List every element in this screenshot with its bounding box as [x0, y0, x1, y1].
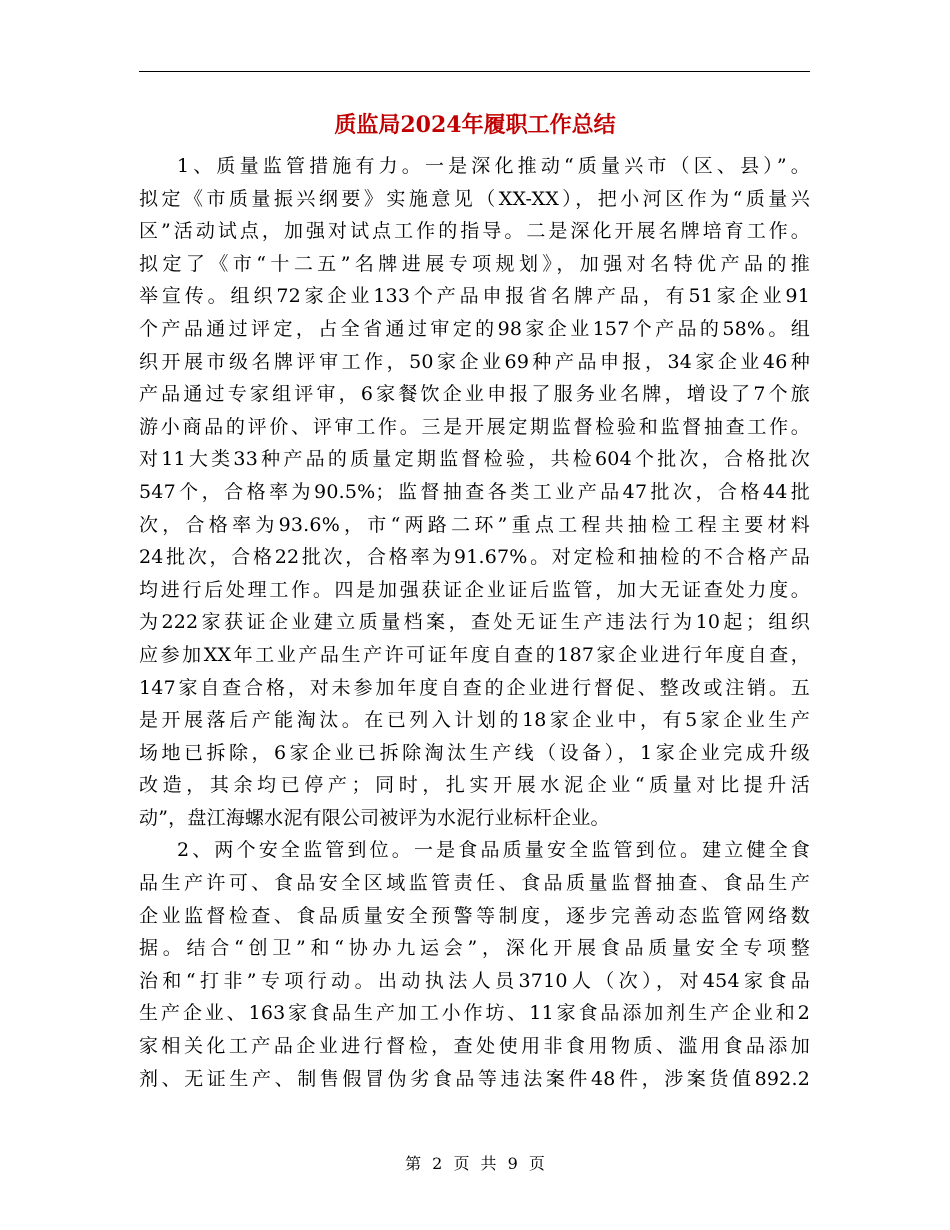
text-line: 次，合格率为93.6%，市“两路二环”重点工程共抽检工程主要材料: [139, 513, 810, 536]
text-line: 个产品通过评定，占全省通过审定的98家企业157个产品的58%。组: [139, 317, 810, 340]
text-line: 产品通过专家组评审，6家餐饮企业申报了服务业名牌，增设了7个旅: [139, 383, 810, 406]
text-line: 是开展落后产能淘汰。在已列入计划的18家企业中，有5家企业生产: [139, 709, 810, 732]
text-line: 场地已拆除，6家企业已拆除淘汰生产线（设备），1家企业完成升级: [139, 741, 810, 764]
text-line: 1、质量监管措施有力。一是深化推动“质量兴市（区、县）”。: [177, 155, 810, 177]
text-line: 拟定了《市“十二五”名牌进展专项规划》，加强对名特优产品的推: [139, 252, 810, 275]
page-number: 第 2 页 共 9 页: [405, 1154, 545, 1173]
text-line: 品生产许可、食品安全区域监管责任、食品质量监督抽查、食品生产: [139, 872, 810, 895]
text-line: 区”活动试点，加强对试点工作的指导。二是深化开展名牌培育工作。: [139, 220, 810, 243]
text-line: 动”，盘江海螺水泥有限公司被评为水泥行业标杆企业。: [139, 806, 610, 829]
text-line: 治和“打非”专项行动。出动执法人员3710人（次），对454家食品: [139, 969, 810, 992]
text-line: 147家自查合格，对未参加年度自查的企业进行督促、整改或注销。五: [139, 676, 810, 699]
text-line: 拟定《市质量振兴纲要》实施意见（XX-XX），把小河区作为“质量兴: [139, 187, 810, 210]
text-line: 均进行后处理工作。四是加强获证企业证后监管，加大无证查处力度。: [139, 578, 810, 601]
text-line: 生产企业、163家食品生产加工小作坊、11家食品添加剂生产企业和2: [139, 1002, 810, 1025]
text-line: 剂、无证生产、制售假冒伪劣食品等违法案件48件，涉案货值892.2: [139, 1067, 810, 1090]
document-title: 质监局2024年履职工作总结: [334, 112, 616, 138]
text-line: 游小商品的评价、评审工作。三是开展定期监督检验和监督抽查工作。: [139, 415, 810, 438]
text-line: 举宣传。组织72家企业133个产品申报省名牌产品，有51家企业91: [139, 285, 810, 308]
text-line: 对11大类33种产品的质量定期监督检验，共检604个批次，合格批次: [139, 448, 810, 471]
text-line: 为222家获证企业建立质量档案，查处无证生产违法行为10起；组织: [139, 611, 810, 634]
text-line: 织开展市级名牌评审工作，50家企业69种产品申报，34家企业46种: [139, 350, 810, 373]
text-line: 家相关化工产品企业进行督检，查处使用非食用物质、滥用食品添加: [139, 1035, 810, 1058]
text-line: 据。结合“创卫”和“协办九运会”，深化开展食品质量安全专项整: [139, 937, 810, 960]
header-rule: [139, 71, 810, 72]
text-line: 547个，合格率为90.5%；监督抽查各类工业产品47批次，合格44批: [139, 480, 810, 503]
text-line: 改造，其余均已停产；同时，扎实开展水泥企业“质量对比提升活: [139, 774, 810, 797]
text-line: 应参加XX年工业产品生产许可证年度自查的187家企业进行年度自查，: [139, 643, 810, 666]
text-line: 2、两个安全监管到位。一是食品质量安全监管到位。建立健全食: [177, 839, 810, 862]
text-line: 24批次，合格22批次，合格率为91.67%。对定检和抽检的不合格产品: [139, 546, 810, 569]
text-line: 企业监督检查、食品质量安全预警等制度，逐步完善动态监管网络数: [139, 904, 810, 927]
document-body: [139, 150, 810, 1095]
